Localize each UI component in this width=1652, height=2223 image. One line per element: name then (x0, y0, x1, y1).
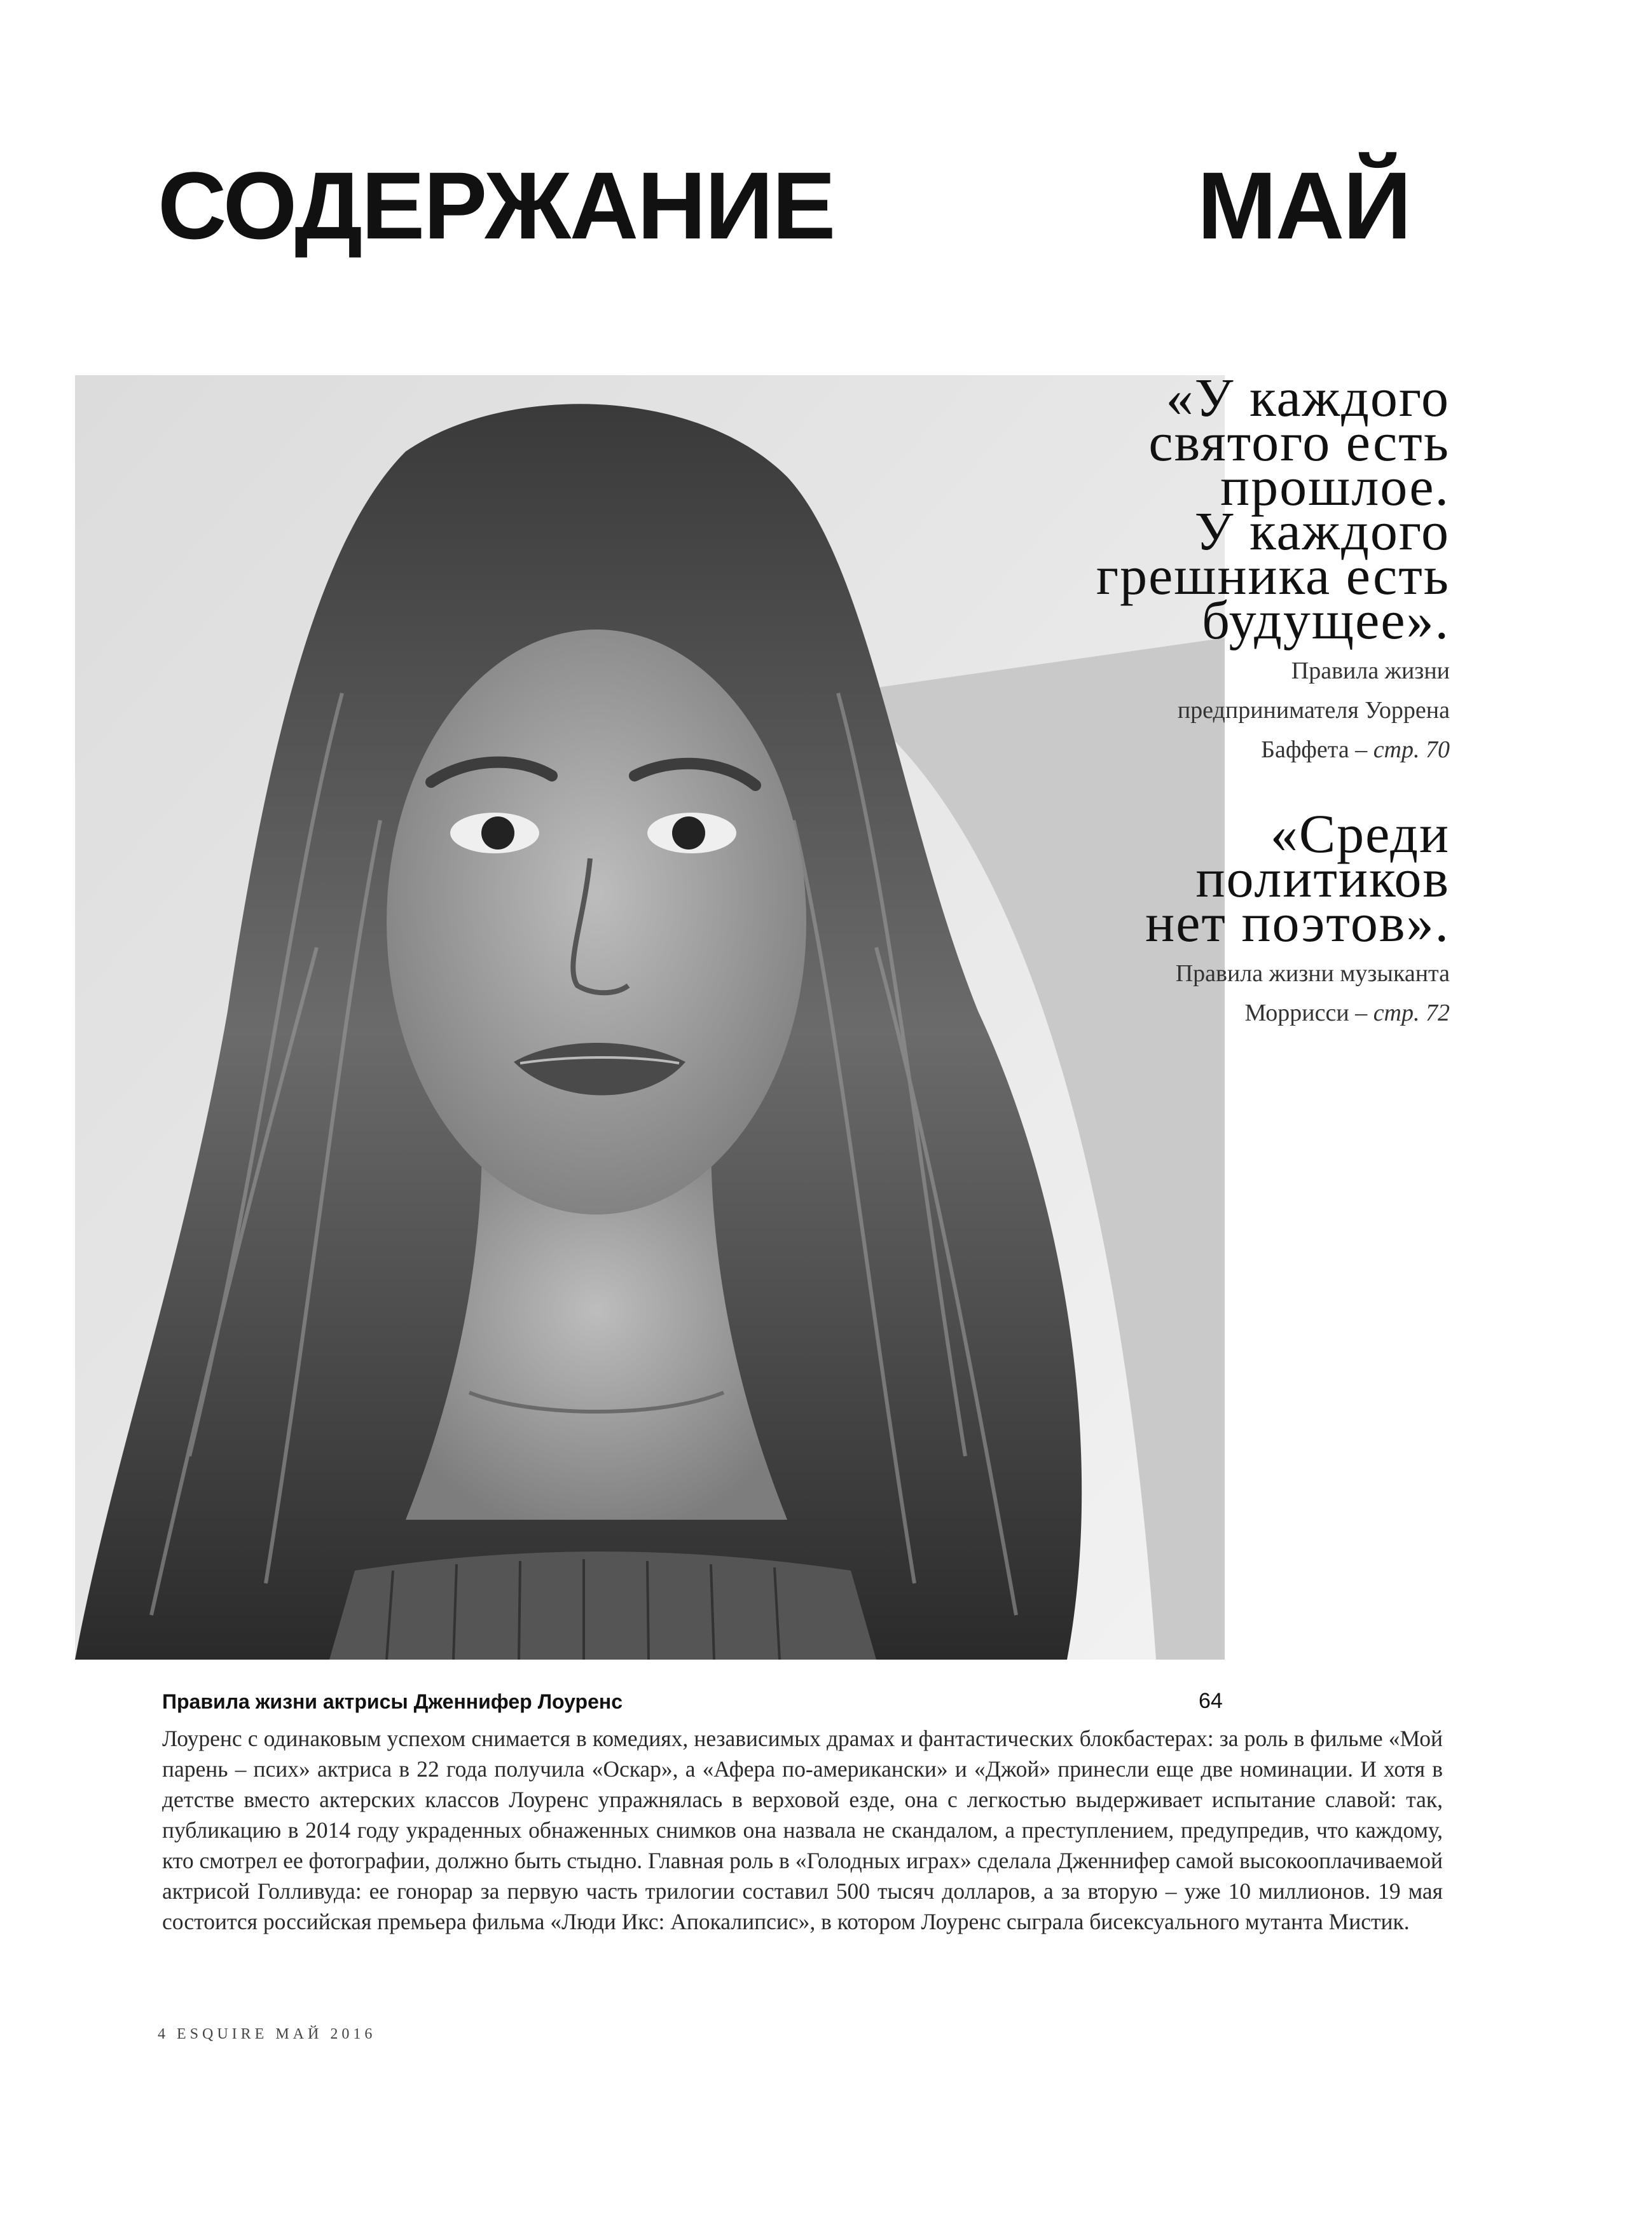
attribution-text: Моррисси – (1244, 1000, 1373, 1026)
quote-line: святого есть (1148, 411, 1450, 472)
page-reference[interactable]: стр. 70 (1373, 736, 1450, 763)
issue-month: МАЙ (1197, 152, 1410, 259)
quote-line: У каждого (1194, 500, 1450, 561)
quote-line: «Среди (1270, 803, 1450, 864)
page-title: СОДЕРЖАНИЕ (158, 152, 835, 259)
page-reference[interactable]: стр. 72 (1373, 1000, 1450, 1026)
quote-morrissey (1068, 803, 1450, 1033)
page-folio: 4 ESQUIRE МАЙ 2016 (158, 2026, 376, 2042)
quote-text (1017, 367, 1450, 650)
quote-line: будущее». (1202, 589, 1450, 650)
quote-line: «У каждого (1166, 367, 1450, 428)
quote-attribution (1017, 651, 1450, 769)
quote-buffett (1017, 367, 1450, 769)
attribution-line (1068, 993, 1450, 1033)
quote-line: прошлое. (1220, 456, 1450, 517)
quote-text (1068, 803, 1450, 953)
feature-page-number[interactable]: 64 (1199, 1689, 1223, 1713)
attribution-line: предпринимателя Уоррена (1177, 697, 1450, 724)
feature-description: Лоуренс с одинаковым успехом снимается в комедиях, независимых драмах и фантастических блокбастерах: за роль в фильме «Мой парень – псих» актриса в 22 года получила «Оскар», а «Афера по-американски» и «Джой» принесли еще две номинации. И хотя в детстве вместо актерских классов Лоуренс упражнялась в верховой езде, она с легкостью выдерживает испытание славой: так, публикацию в 2014 году украденных обнаженных снимков она назвала не скандалом, а преступлением, предупредив, что каждому, кто смотрел ее фотографии, должно быть стыдно. Главная роль в «Голодных играх» сделала Дженнифер самой высокооплачиваемой актрисой Голливуда: ее гонорар за первую часть трилогии составил 500 тысяч долларов, а за вторую – уже 10 миллионов. 19 мая состоится российская премьера фильма «Люди Икс: Апокалипсис», в котором Лоуренс сыграла бисексуального мутанта Мистик. (162, 1726, 1443, 1934)
quote-line: нет поэтов». (1145, 892, 1450, 953)
quote-line: политиков (1195, 848, 1450, 909)
attribution-line: Правила жизни (1291, 657, 1450, 684)
quote-attribution (1068, 954, 1450, 1033)
attribution-line: Правила жизни музыканта (1175, 960, 1450, 987)
feature-title[interactable]: Правила жизни актрисы Дженнифер Лоуренс (162, 1690, 623, 1713)
quote-line: грешника есть (1096, 545, 1450, 606)
attribution-line (1017, 730, 1450, 769)
attribution-text: Баффета – (1261, 736, 1373, 763)
